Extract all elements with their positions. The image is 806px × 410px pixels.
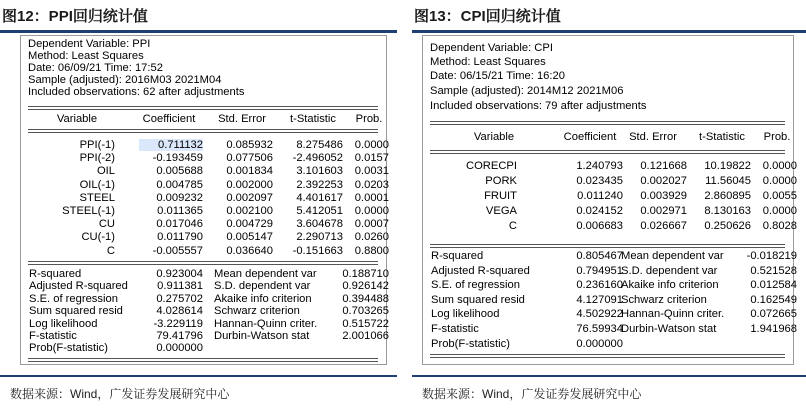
stat-value: 0.275702: [156, 292, 203, 305]
method: Method: Least Squares: [430, 56, 546, 68]
stat-value: -3.229119: [153, 317, 203, 330]
stat-label: Prob(F-statistic): [29, 342, 108, 355]
coefficient-value: 1.240793: [576, 160, 623, 172]
std-error-value: 0.003929: [640, 190, 687, 202]
t-statistic-value: 2.290713: [296, 231, 343, 244]
stat-label: Log likelihood: [29, 317, 98, 330]
std-error-value: 0.002027: [640, 175, 687, 187]
prob-value: 0.8028: [762, 220, 797, 232]
date-time: Date: 06/15/21 Time: 16:20: [430, 70, 565, 82]
stat-value: 0.162549: [750, 293, 797, 306]
data-source: 数据来源：Wind，广发证券发展研究中心: [10, 387, 230, 401]
coefficient-value: 0.711132: [139, 139, 203, 151]
std-error-value: 0.036640: [226, 244, 273, 257]
variable-name: CU(-1): [81, 231, 115, 244]
stat-value: 0.000000: [576, 337, 623, 350]
source-rule: [412, 375, 806, 377]
table-separator: [28, 106, 378, 110]
regression-output-box: [422, 35, 797, 365]
column-header: Variable: [473, 131, 515, 143]
column-header: Std. Error: [218, 113, 266, 125]
date-time: Date: 06/09/21 Time: 17:52: [28, 62, 163, 74]
std-error-value: 0.085932: [226, 139, 273, 151]
stat-label: Mean dependent var: [621, 250, 724, 262]
t-statistic-value: 10.19822: [704, 160, 751, 172]
source-rule: [0, 375, 397, 377]
stat-label: Log likelihood: [431, 308, 500, 321]
variable-name: STEEL: [79, 191, 115, 204]
stat-label: F-statistic: [29, 330, 77, 342]
t-statistic-value: 0.250626: [704, 220, 751, 232]
stat-label: S.D. dependent var: [214, 280, 311, 293]
coefficient-value: 0.006683: [576, 220, 623, 232]
stat-value: 0.394488: [342, 292, 389, 305]
coefficient-value: 0.005688: [156, 165, 203, 178]
stat-label: Akaike info criterion: [214, 292, 312, 305]
method: Method: Least Squares: [28, 50, 144, 62]
stat-label: Sum squared resid: [431, 293, 525, 306]
stat-label: S.D. dependent var: [621, 264, 718, 277]
stat-label: Prob(F-statistic): [431, 337, 510, 350]
prob-value: 0.0001: [354, 191, 389, 204]
stat-value: 0.805467: [576, 250, 623, 262]
stat-label: S.E. of regression: [29, 292, 118, 305]
coefficient-value: 0.009232: [156, 191, 203, 204]
stat-value: 76.59934: [576, 323, 623, 335]
stat-label: S.E. of regression: [431, 279, 520, 292]
sample: Sample (adjusted): 2014M12 2021M06: [430, 85, 624, 97]
std-error-value: 0.077506: [226, 152, 273, 165]
column-header: Std. Error: [629, 131, 677, 143]
table-separator: [28, 358, 378, 362]
t-statistic-value: -2.496052: [292, 152, 343, 165]
coefficient-value: 0.004785: [156, 178, 203, 191]
std-error-value: 0.002000: [226, 178, 273, 191]
t-statistic-value: 8.275486: [296, 139, 343, 151]
prob-value: 0.0000: [354, 139, 389, 151]
t-statistic-value: 11.56045: [705, 175, 751, 187]
stat-value: 79.41796: [156, 330, 203, 342]
std-error-value: 0.001834: [226, 165, 273, 178]
stat-value: 0.926142: [342, 280, 389, 293]
column-header: Prob.: [763, 131, 791, 143]
prob-value: 0.0000: [354, 205, 389, 217]
t-statistic-value: -0.151663: [292, 244, 343, 257]
variable-name: STEEL(-1): [62, 205, 115, 217]
dependent-variable: Dependent Variable: PPI: [28, 38, 151, 50]
variable-name: FRUIT: [484, 190, 517, 202]
coefficient-value: 0.017046: [156, 218, 203, 231]
std-error-value: 0.026667: [640, 220, 687, 232]
stat-value: 0.521528: [750, 264, 797, 277]
t-statistic-value: 4.401617: [296, 191, 343, 204]
prob-value: 0.0007: [354, 218, 389, 231]
prob-value: 0.8800: [354, 244, 389, 257]
table-separator: [430, 121, 785, 125]
coefficient-value: 0.011240: [577, 190, 623, 202]
coefficient-value: -0.005557: [152, 244, 203, 257]
stat-label: Sum squared resid: [29, 305, 123, 318]
stat-value: 0.703265: [342, 305, 389, 318]
stat-value: 0.236160: [576, 279, 623, 292]
variable-name: VEGA: [485, 205, 517, 217]
stat-value: -0.018219: [746, 250, 797, 262]
coefficient-value: -0.193459: [152, 152, 203, 165]
stat-label: Hannan-Quinn criter.: [214, 317, 318, 330]
stat-value: 0.072665: [750, 308, 797, 321]
coefficient-value: 0.011790: [157, 231, 203, 244]
prob-value: 0.0055: [762, 190, 797, 202]
stat-label: Durbin-Watson stat: [214, 330, 310, 342]
variable-name: CU: [98, 218, 115, 231]
column-header: Prob.: [355, 113, 383, 125]
t-statistic-value: 2.392253: [296, 178, 343, 191]
prob-value: 0.0000: [762, 160, 797, 172]
t-statistic-value: 2.860895: [704, 190, 751, 202]
t-statistic-value: 3.101603: [296, 165, 343, 178]
stat-value: 0.911381: [157, 280, 203, 293]
stat-label: Schwarz criterion: [214, 305, 300, 318]
variable-name: C: [106, 244, 115, 257]
prob-value: 0.0260: [354, 231, 389, 244]
table-separator: [430, 150, 785, 154]
stat-value: 0.515722: [342, 317, 389, 330]
std-error-value: 0.004729: [226, 218, 273, 231]
data-source: 数据来源：Wind，广发证券发展研究中心: [422, 387, 642, 401]
coefficient-value: 0.023435: [576, 175, 623, 187]
title-rule: [0, 30, 397, 33]
variable-name: PPI(-1): [79, 139, 115, 151]
column-header: Coefficient: [142, 113, 196, 125]
stat-value: 4.127091: [576, 293, 623, 306]
stat-label: R-squared: [431, 250, 484, 262]
stat-label: Adjusted R-squared: [431, 264, 530, 277]
variable-name: PPI(-2): [79, 152, 115, 165]
stat-value: 0.012584: [750, 279, 797, 292]
stat-value: 4.028614: [156, 305, 203, 318]
sample: Sample (adjusted): 2016M03 2021M04: [28, 74, 222, 86]
table-separator: [28, 261, 378, 265]
prob-value: 0.0203: [354, 178, 389, 191]
stat-label: Adjusted R-squared: [29, 280, 128, 293]
stat-value: 4.502922: [576, 308, 623, 321]
stat-label: F-statistic: [431, 323, 479, 335]
prob-value: 0.0000: [762, 175, 797, 187]
table-separator: [430, 354, 785, 358]
column-header: t-Statistic: [289, 113, 336, 125]
included-observations: Included observations: 79 after adjustments: [430, 100, 647, 112]
coefficient-value: 0.011365: [157, 205, 203, 217]
t-statistic-value: 3.604678: [296, 218, 343, 231]
t-statistic-value: 8.130163: [704, 205, 751, 217]
stat-value: 0.188710: [342, 268, 389, 280]
std-error-value: 0.002097: [226, 191, 273, 204]
variable-name: PORK: [485, 175, 517, 187]
included-observations: Included observations: 62 after adjustments: [28, 86, 245, 98]
stat-value: 0.794951: [576, 264, 623, 277]
std-error-value: 0.002971: [640, 205, 687, 217]
stat-label: Akaike info criterion: [621, 279, 719, 292]
stat-label: Schwarz criterion: [621, 293, 707, 306]
stat-label: R-squared: [29, 268, 82, 280]
t-statistic-value: 5.412051: [296, 205, 343, 217]
prob-value: 0.0031: [354, 165, 389, 178]
column-header: t-Statistic: [698, 131, 745, 143]
prob-value: 0.0000: [762, 205, 797, 217]
table-separator: [28, 129, 378, 133]
coefficient-value: 0.024152: [576, 205, 623, 217]
column-header: Coefficient: [563, 131, 617, 143]
stat-label: Mean dependent var: [214, 268, 317, 280]
std-error-value: 0.121668: [640, 160, 687, 172]
stat-label: Durbin-Watson stat: [621, 323, 717, 335]
regression-output-box: [20, 35, 387, 365]
std-error-value: 0.002100: [226, 205, 273, 217]
title-rule: [412, 30, 806, 33]
variable-name: OIL: [96, 165, 115, 178]
prob-value: 0.0157: [354, 152, 389, 165]
std-error-value: 0.005147: [226, 231, 273, 244]
stat-value: 0.000000: [156, 342, 203, 355]
figure-title: 图12：PPI回归统计值: [2, 8, 148, 25]
dependent-variable: Dependent Variable: CPI: [430, 42, 553, 54]
figure-title: 图13：CPI回归统计值: [414, 8, 561, 25]
table-separator: [430, 244, 785, 248]
stat-value: 1.941968: [750, 323, 797, 335]
variable-name: CORECPI: [466, 160, 517, 172]
variable-name: OIL(-1): [79, 178, 115, 191]
variable-name: C: [508, 220, 517, 232]
stat-value: 2.001066: [342, 330, 389, 342]
stat-label: Hannan-Quinn criter.: [621, 308, 725, 321]
stat-value: 0.923004: [156, 268, 203, 280]
column-header: Variable: [56, 113, 98, 125]
